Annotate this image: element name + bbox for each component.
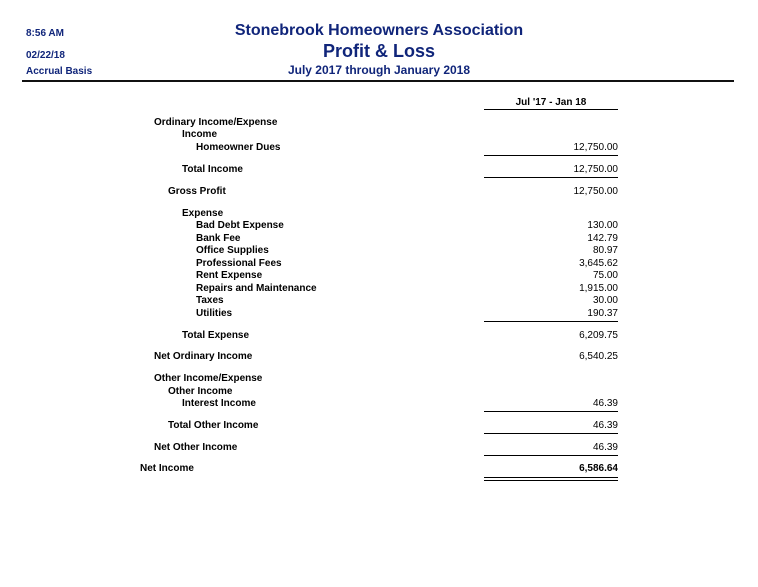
row-total-other-income-amount: 46.39 [592,420,618,431]
row-net-income-label: Net Income [140,463,194,474]
row-utilities-amount: 190.37 [587,308,618,319]
subtotal-line [484,455,618,456]
subtotal-line [484,411,618,412]
row-net-ordinary-income-label: Net Ordinary Income [154,351,253,362]
row-total-other-income-label: Total Other Income [168,420,259,431]
row-total-income-label: Total Income [182,164,243,175]
section-expense: Expense [182,208,224,219]
row-professional-fees-label: Professional Fees [196,258,282,269]
row-taxes-amount: 30.00 [592,295,618,306]
section-other-income: Other Income [168,386,233,397]
report-period: July 2017 through January 2018 [287,63,471,77]
report-date: 02/22/18 [26,50,65,61]
subtotal-line [484,321,618,322]
row-office-supplies-amount: 80.97 [592,245,618,256]
row-total-income-amount: 12,750.00 [573,164,618,175]
company-name: Stonebrook Homeowners Association [234,22,524,39]
row-net-other-income-label: Net Other Income [154,442,238,453]
row-taxes-label: Taxes [196,295,224,306]
section-ordinary-income-expense: Ordinary Income/Expense [154,117,278,128]
row-bad-debt-label: Bad Debt Expense [196,220,284,231]
row-bank-fee-label: Bank Fee [196,233,241,244]
header-rule [22,80,734,82]
row-bad-debt-amount: 130.00 [587,220,618,231]
row-office-supplies-label: Office Supplies [196,245,269,256]
row-total-expense-amount: 6,209.75 [579,330,618,341]
row-net-other-income-amount: 46.39 [592,442,618,453]
row-total-expense-label: Total Expense [182,330,250,341]
subtotal-line [484,177,618,178]
row-net-income-amount: 6,586.64 [579,463,618,474]
row-rent-expense-amount: 75.00 [592,270,618,281]
row-gross-profit-label: Gross Profit [168,186,226,197]
row-homeowner-dues-amount: 12,750.00 [573,142,618,153]
row-gross-profit-amount: 12,750.00 [573,186,618,197]
report-basis: Accrual Basis [26,66,93,77]
report-time: 8:56 AM [26,28,64,39]
column-header: Jul '17 - Jan 18 [515,97,587,108]
section-income: Income [182,129,218,140]
row-interest-income-amount: 46.39 [592,398,618,409]
subtotal-line [484,155,618,156]
section-other-income-expense: Other Income/Expense [154,373,263,384]
row-repairs-amount: 1,915.00 [579,283,618,294]
row-net-ordinary-income-amount: 6,540.25 [579,351,618,362]
report-title: Profit & Loss [322,41,435,61]
column-header-underline [484,109,618,110]
row-bank-fee-amount: 142.79 [587,233,618,244]
row-utilities-label: Utilities [196,308,233,319]
row-homeowner-dues-label: Homeowner Dues [196,142,281,153]
subtotal-line [484,433,618,434]
row-interest-income-label: Interest Income [182,398,256,409]
row-professional-fees-amount: 3,645.62 [579,258,618,269]
double-underline-top [484,477,618,478]
row-rent-expense-label: Rent Expense [196,270,263,281]
row-repairs-label: Repairs and Maintenance [196,283,317,294]
double-underline-bottom [484,480,618,481]
